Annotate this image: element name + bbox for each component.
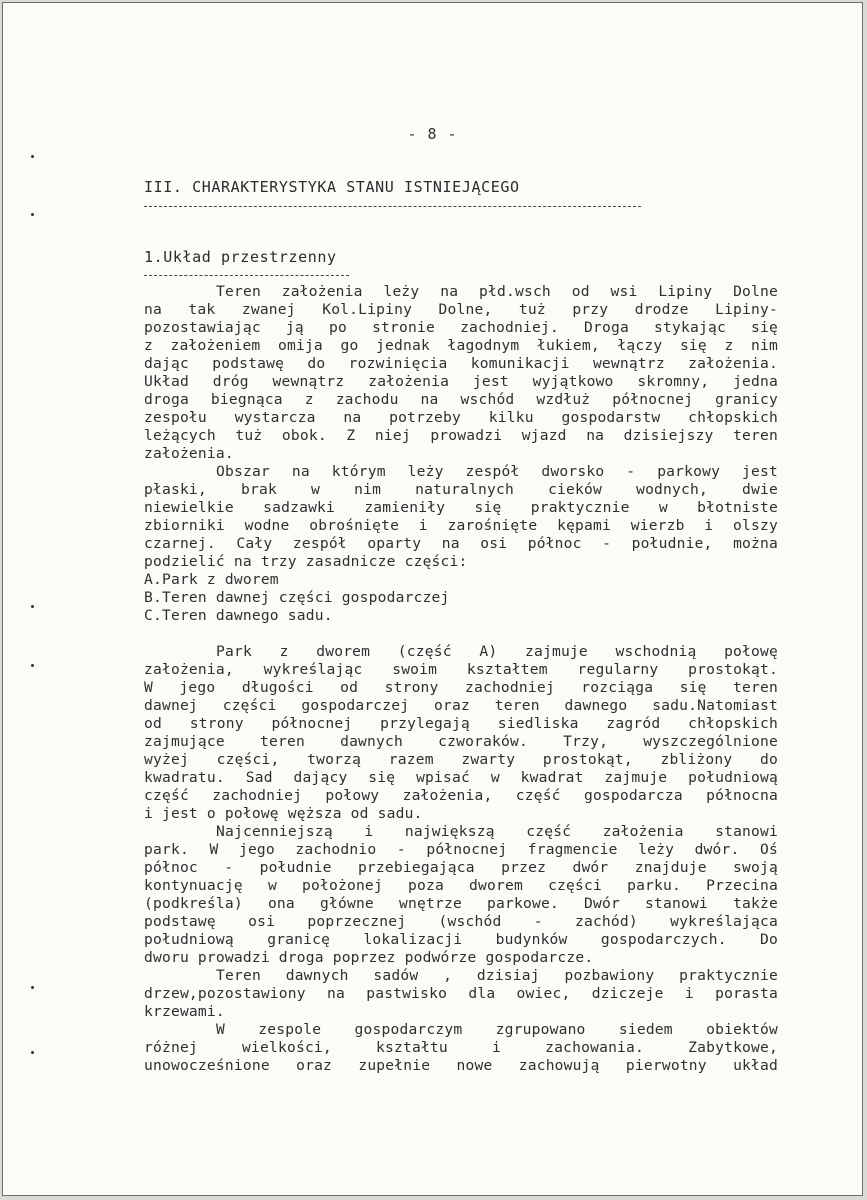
text-line: niewielkie sadzawki zamieniły się praktycznie w błotniste bbox=[144, 499, 778, 516]
text-line: Teren dawnych sadów , dzisiaj pozbawiony praktycznie bbox=[216, 967, 778, 984]
margin-dot bbox=[31, 986, 34, 989]
document-page bbox=[2, 2, 863, 1196]
list-item: C.Teren dawnego sadu. bbox=[144, 607, 333, 624]
text-line: krzewami. bbox=[144, 1003, 225, 1020]
text-line: pozostawiając ją po stronie zachodniej. Droga stykając się bbox=[144, 319, 778, 336]
text-line: dając podstawę do rozwinięcia komunikacji wewnątrz założenia. bbox=[144, 355, 778, 372]
margin-dot bbox=[31, 664, 34, 667]
text-line: Najcenniejszą i największą część założenia stanowi bbox=[216, 823, 778, 840]
text-line: czarnej. Cały zespół oparty na osi północ - południe, można bbox=[144, 535, 778, 552]
subheading-underline bbox=[144, 275, 349, 276]
text-line: park. W jego zachodnio - północnej fragmencie leży dwór. Oś bbox=[144, 841, 778, 858]
text-line: Obszar na którym leży zespół dworsko - parkowy jest bbox=[216, 463, 778, 480]
text-line: drzew,pozostawiony na pastwisko dla owiec, dziczeje i porasta bbox=[144, 985, 778, 1002]
text-line: płaski, brak w nim naturalnych cieków wodnych, dwie bbox=[144, 481, 778, 498]
margin-dot bbox=[31, 1051, 34, 1054]
text-line: założenia, wykreślając swoim kształtem regularny prostokąt. bbox=[144, 661, 778, 678]
heading-underline bbox=[144, 206, 641, 207]
text-line: W jego długości od strony zachodniej rozciąga się teren bbox=[144, 679, 778, 696]
margin-dot bbox=[31, 605, 34, 608]
text-line: kwadratu. Sad dający się wpisać w kwadrat zajmuje południową bbox=[144, 769, 778, 786]
text-line: z założeniem omija go jednak łagodnym łukiem, łączy się z nim bbox=[144, 337, 778, 354]
page-number: - 8 - bbox=[407, 125, 458, 143]
list-item: B.Teren dawnej części gospodarczej bbox=[144, 589, 450, 606]
text-line: W zespole gospodarczym zgrupowano siedem obiektów bbox=[216, 1021, 778, 1038]
text-line: i jest o połowę węższa od sadu. bbox=[144, 805, 423, 822]
text-line: (podkreśla) ona główne wnętrze parkowe. Dwór stanowi także bbox=[144, 895, 778, 912]
text-line: na tak zwanej Kol.Lipiny Dolne, tuż przy drodze Lipiny- bbox=[144, 301, 778, 318]
text-line: zbiorniki wodne obrośnięte i zarośnięte kępami wierzb i olszy bbox=[144, 517, 778, 534]
text-line: południową granicę lokalizacji budynków gospodarczych. Do bbox=[144, 931, 778, 948]
text-line: część zachodniej połowy założenia, część gospodarcza północna bbox=[144, 787, 778, 804]
body-text bbox=[144, 283, 778, 1075]
margin-dot bbox=[31, 155, 34, 158]
subsection-heading: 1.Układ przestrzenny bbox=[144, 248, 337, 266]
text-line: kontynuację w położonej poza dworem części parku. Przecina bbox=[144, 877, 778, 894]
text-line: droga biegnąca z zachodu na wschód wzdłuż północnej granicy bbox=[144, 391, 778, 408]
text-line: Park z dworem (część A) zajmuje wschodnią połowę bbox=[216, 643, 778, 660]
text-line: leżących tuż obok. Z niej prowadzi wjazd na dzisiejszy teren bbox=[144, 427, 778, 444]
margin-dot bbox=[31, 213, 34, 216]
text-line: różnej wielkości, kształtu i zachowania. Zabytkowe, bbox=[144, 1039, 778, 1056]
text-line: Układ dróg wewnątrz założenia jest wyjątkowo skromny, jedna bbox=[144, 373, 778, 390]
list-item: A.Park z dworem bbox=[144, 571, 279, 588]
text-line: podzielić na trzy zasadnicze części: bbox=[144, 553, 468, 570]
text-line: zespołu wystarcza na potrzeby kilku gospodarstw chłopskich bbox=[144, 409, 778, 426]
section-heading: III. CHARAKTERYSTYKA STANU ISTNIEJĄCEGO bbox=[144, 178, 520, 196]
text-line: założenia. bbox=[144, 445, 234, 462]
text-line: dawnej części gospodarczej oraz teren dawnego sadu.Natomiast bbox=[144, 697, 778, 714]
text-line: wyżej części, tworzą razem zwarty prostokąt, zbliżony do bbox=[144, 751, 778, 768]
text-line: Teren założenia leży na płd.wsch od wsi Lipiny Dolne bbox=[216, 283, 778, 300]
text-line: podstawę osi poprzecznej (wschód - zachód) wykreślająca bbox=[144, 913, 778, 930]
text-line: dworu prowadzi droga poprzez podwórze gospodarcze. bbox=[144, 949, 594, 966]
text-line: zajmujące teren dawnych czworaków. Trzy, wyszczególnione bbox=[144, 733, 778, 750]
text-line: północ - południe przebiegająca przez dwór znajduje swoją bbox=[144, 859, 778, 876]
text-line: od strony północnej przylegają siedliska zagród chłopskich bbox=[144, 715, 778, 732]
blank-line bbox=[144, 625, 778, 643]
text-line: unowocześnione oraz zupełnie nowe zachowują pierwotny układ bbox=[144, 1057, 778, 1074]
